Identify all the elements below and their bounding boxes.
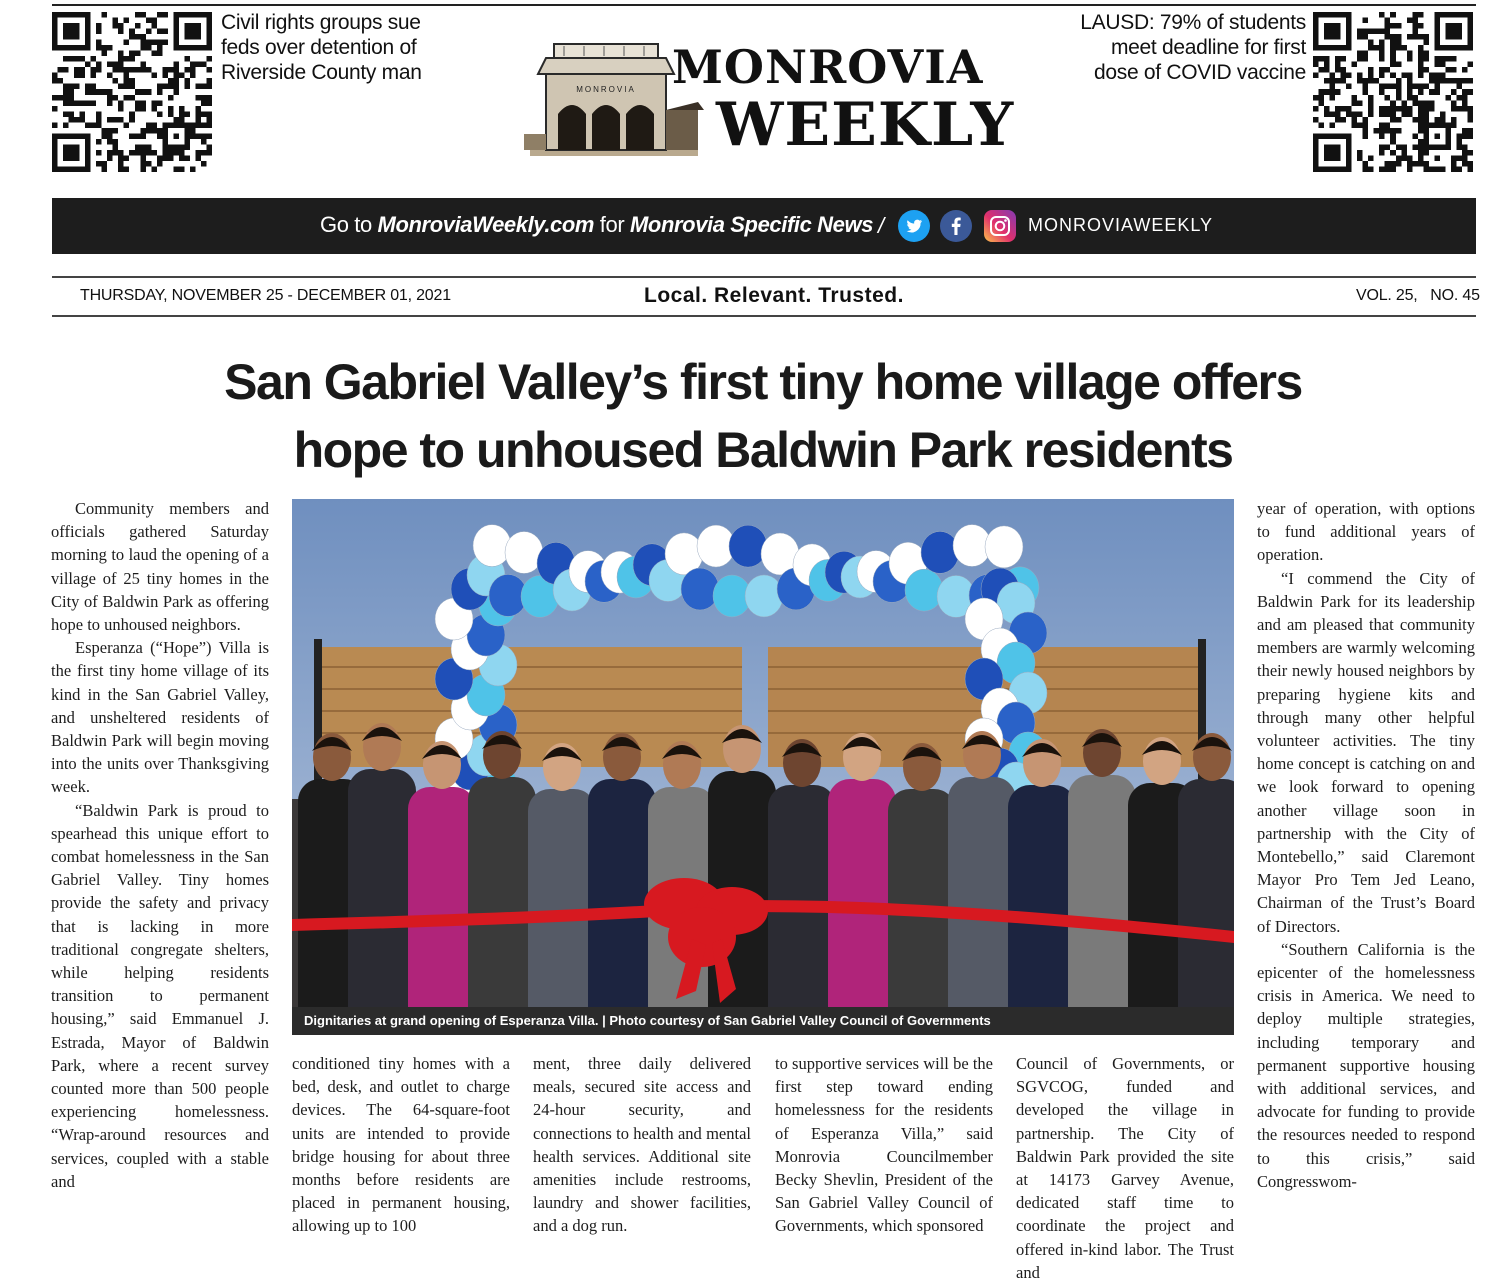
article-column-6 <box>1257 497 1475 1193</box>
masthead-title-line1: MONROVIA <box>672 40 984 94</box>
paragraph: “Baldwin Park is proud to spearhead this unique effort to combat homelessness in the San Gabriel Valley. Tiny homes provide the safety and privacy that is lacking in more traditional congregate shelters, while helping residents transition to permanent housing,” said Emmanuel J. Estrada, Mayor of Baldwin Park, where a recent survey counted more than 500 people experiencing homelessness. “Wrap-around resources and services, coupled with a stable and <box>51 800 269 1191</box>
article-column-1 <box>51 497 269 1193</box>
qr-code-icon <box>52 12 212 172</box>
banner-text[interactable] <box>320 212 873 238</box>
promo-banner <box>52 198 1476 254</box>
banner-site-link[interactable]: MonroviaWeekly.com <box>377 212 595 237</box>
headline-line2: hope to unhoused Baldwin Park residents <box>293 422 1233 478</box>
social-handle[interactable]: MONROVIAWEEKLY <box>1028 215 1214 235</box>
article-column-5 <box>1016 1052 1234 1284</box>
article-column-2 <box>292 1052 510 1238</box>
top-rule <box>52 4 1476 6</box>
photo-illustration <box>292 499 1234 1035</box>
dateline-top-rule <box>52 276 1476 278</box>
article-column-4 <box>775 1052 993 1238</box>
qr-code-left[interactable] <box>52 12 212 172</box>
masthead[interactable] <box>524 40 1015 160</box>
dateline-bottom-rule <box>52 315 1476 317</box>
paragraph: “I commend the City of Baldwin Park for its leadership and am pleased that community members are warmly welcoming their newly housed neighbors by preparing hygiene kits and through many other helpful volunteer activities. The tiny home concept is catching on and we look forward to opening another village soon in partnership with the City of Montebello,” said Claremont Mayor Pro Tem Jed Leano, Chairman of the Trust’s Board of Directors. <box>1257 568 1475 936</box>
photo-caption: Dignitaries at grand opening of Esperanza Villa. | Photo courtesy of San Gabriel Valley Council of Governments <box>292 1007 1234 1035</box>
headline-line1: San Gabriel Valley’s first tiny home village offers <box>224 354 1302 410</box>
masthead-title-line2: WEEKLY <box>716 90 1015 160</box>
paper-motto: Local. Relevant. Trusted. <box>644 284 904 307</box>
issue-date: THURSDAY, NOVEMBER 25 - DECEMBER 01, 2021 <box>80 287 451 304</box>
qr-code-icon <box>1313 12 1473 172</box>
paragraph: year of operation, with options to fund additional years of operation. <box>1257 499 1475 565</box>
paragraph: to supportive services will be the first step toward ending homelessness for the residents of Esperanza Villa,” said Monrovia Councilmember Becky Shevlin, President of the San Gabriel Valley Council of Governments, which sponsored <box>775 1054 993 1236</box>
paragraph: Council of Governments, or SGVCOG, funded and developed the village in partnership. The City of Baldwin Park provided the site at 14173 Garvey Avenue, dedicated staff time to coordinate the project and offered in-kind labor. The Trust and <box>1016 1054 1234 1282</box>
svg-text:MONROVIA: MONROVIA <box>576 85 636 94</box>
facebook-icon[interactable] <box>940 210 972 242</box>
paragraph: Esperanza (“Hope”) Villa is the first tiny home village of its kind in the San Gabriel Valley, and unsheltered residents of Baldwin Park will begin moving into the units over Thanksgiving week. <box>51 638 269 797</box>
ribbon-cutting-photo <box>292 499 1234 1035</box>
paragraph: “Southern California is the epicenter of the homelessness crisis in America. We need to deploy multiple strategies, including temporary and permanent supportive housing with additional services, and advocate for funding to provide the resources needed to respond to this crisis,” said Congresswom- <box>1257 939 1475 1191</box>
banner-separator: / <box>878 213 885 238</box>
banner-prefix: Go to <box>320 212 378 237</box>
paragraph: Community members and officials gathered Saturday morning to laud the opening of a village of 25 tiny homes in the City of Baldwin Park as offering hope to unhoused neighbors. <box>51 499 269 635</box>
instagram-icon[interactable] <box>984 210 1016 242</box>
twitter-icon[interactable] <box>898 210 930 242</box>
banner-tagline: Monrovia Specific News <box>629 212 874 237</box>
article-headline <box>150 348 1376 484</box>
paragraph: conditioned tiny homes with a bed, desk, and outlet to charge devices. The 64-square-foot units are intended to provide bridge housing for about three months before residents are placed in permanent housing, allowing up to 100 <box>292 1054 510 1236</box>
volume-number: VOL. 25, NO. 45 <box>1356 287 1480 304</box>
article-column-3 <box>533 1052 751 1238</box>
teaser-right-headline[interactable]: LAUSD: 79% of students meet deadline for first dose of COVID vaccine <box>1080 11 1306 84</box>
qr-code-right[interactable] <box>1313 12 1473 172</box>
paragraph: ment, three daily delivered meals, secured site access and 24-hour security, and connections to health and mental health services. Additional site amenities include restrooms, laundry and shower facilities, and a dog run. <box>533 1054 751 1236</box>
banner-middle: for <box>594 212 630 237</box>
teaser-left-headline[interactable]: Civil rights groups sue feds over detention of Riverside County man <box>221 11 422 84</box>
